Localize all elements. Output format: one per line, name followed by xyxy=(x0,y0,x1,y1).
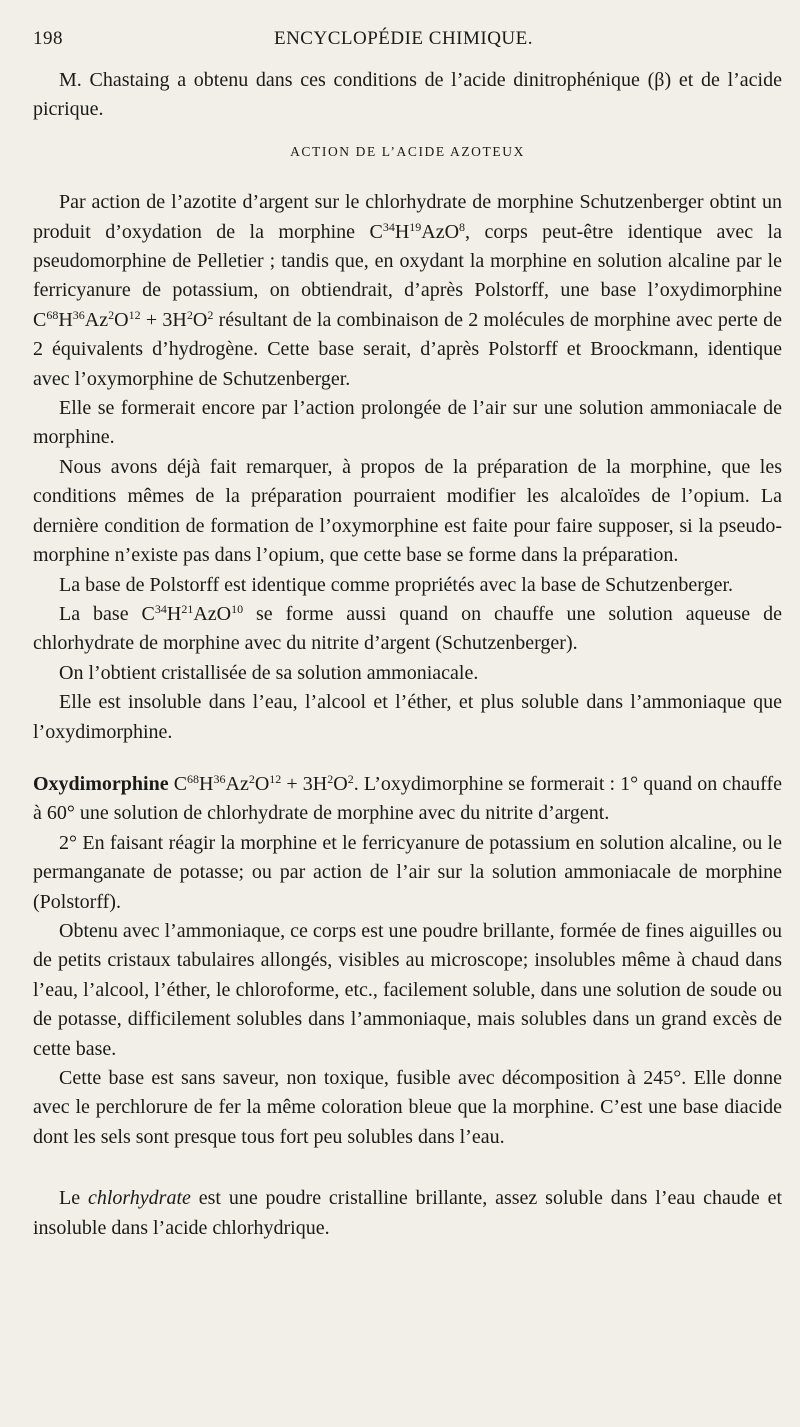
page-body xyxy=(33,66,782,1243)
paragraph-solubility: Elle est insoluble dans l’eau, l’alcool et l’éther, et plus soluble dans l’ammoniaque que l’oxydimorphine. xyxy=(33,691,782,743)
paragraph-crystallized: On l’obtient cristallisée de sa solution ammoniacale. xyxy=(59,661,479,684)
paragraph-polstorff-base: La base de Polstorff est identique comme propriétés avec la base de Schutzenberger. xyxy=(59,573,734,596)
paragraph-properties: Obtenu avec l’ammoniaque, ce corps est une poudre brillante, formée de fines aiguilles ou de petits cristaux tabulaires allongés, visibles au microscope; insolubles même à chaud dans l’eau, l’alcool, l’éther, le chloroforme, etc., facilement soluble, dans une solution de soude ou de potasse, difficilement solubles dans l’ammoniaque, mais solubles dans un grand excès de cette base. xyxy=(33,919,782,1060)
paragraph-chastaing: M. Chastaing a obtenu dans ces conditions de l’acide dinitrophénique (β) et de l’acide picrique. xyxy=(33,69,782,121)
paragraph-oxydimorphine: Oxydimorphine $C^{68}H^{36}Az^2O^{12} + 3H^2O^2$. L’oxydimorphine se formerait : 1° quand on chauffe à 60° une solution de chlorhydrate de morphine avec du nitrite d’argent. xyxy=(33,771,782,825)
paragraph-taste: Cette base est sans saveur, non toxique, fusible avec décomposition à 245°. Elle donne avec le perchlorure de fer la même coloration bleue que la morphine. C’est une base diacide dont les sels sont presque tous fort peu solubles dans l’eau. xyxy=(33,1067,782,1148)
oxydimorphine-heading: Oxydimorphine xyxy=(33,772,169,795)
paragraph-ferricyanure: 2° En faisant réagir la morphine et le ferricyanure de potassium en solution alcaline, ou le permanganate de potasse; ou par action de l’air sur la solution ammoniacale de morphine (Polstorff). xyxy=(33,831,782,913)
page-header xyxy=(33,28,774,58)
page-number: 198 xyxy=(33,28,63,49)
paragraph-preparation-remark: Nous avons déjà fait remarquer, à propos de la préparation de la morphine, que les conditions mêmes de la préparation pourraient modifier les alcaloïdes de l’opium. La dernière condition de formation de l’oxymorphine est faite pour faire supposer, si la pseudo-morphine n’existe pas dans l’opium, que cette base se forme dans la préparation. xyxy=(33,455,782,567)
paragraph-gap xyxy=(33,747,782,770)
paragraph-base-formula: La base $C^{34}H^{21}AzO^{10}$ se forme aussi quand on chauffe une solution aqueuse de chlorhydrate de morphine avec du nitrite d’argent (Schutzenberger). xyxy=(33,601,782,655)
paragraph-azotite: Par action de l’azotite d’argent sur le chlorhydrate de morphine Schutzenberger obtint un produit d’oxydation de la morphine $C^{34}H^{19}AzO^8$, corps peut-être identique avec la pseudomorphine de Pelletier ; tandis que, en oxydant la morphine en solution alcaline par le ferricyanure de potassium, on obtiendrait, d’après Polstorff, une base l’oxydimorphine $C^{68}H^{36}Az^2O^{12} + 3H^2O^2$ résultant de la combinaison de 2 molécules de morphine avec perte de 2 équivalents d’hydrogène. Cette base serait, d’après Polstorff et Broockmann, identique avec l’oxymorphine de Schutzenberger. xyxy=(33,191,782,390)
paragraph-chlorhydrate: Le chlorhydrate est une poudre cristalline brillante, assez soluble dans l’eau chaude et insoluble dans l’acide chlorhydrique. xyxy=(33,1187,783,1239)
paragraph-gap xyxy=(33,1152,782,1184)
running-title: ENCYCLOPÉDIE CHIMIQUE. xyxy=(273,28,534,49)
paragraph-air-action: Elle se formerait encore par l’action prolongée de l’air sur une solution ammoniacale de morphine. xyxy=(33,397,782,449)
section-heading: ACTION DE L’ACIDE AZOTEUX xyxy=(290,143,525,159)
